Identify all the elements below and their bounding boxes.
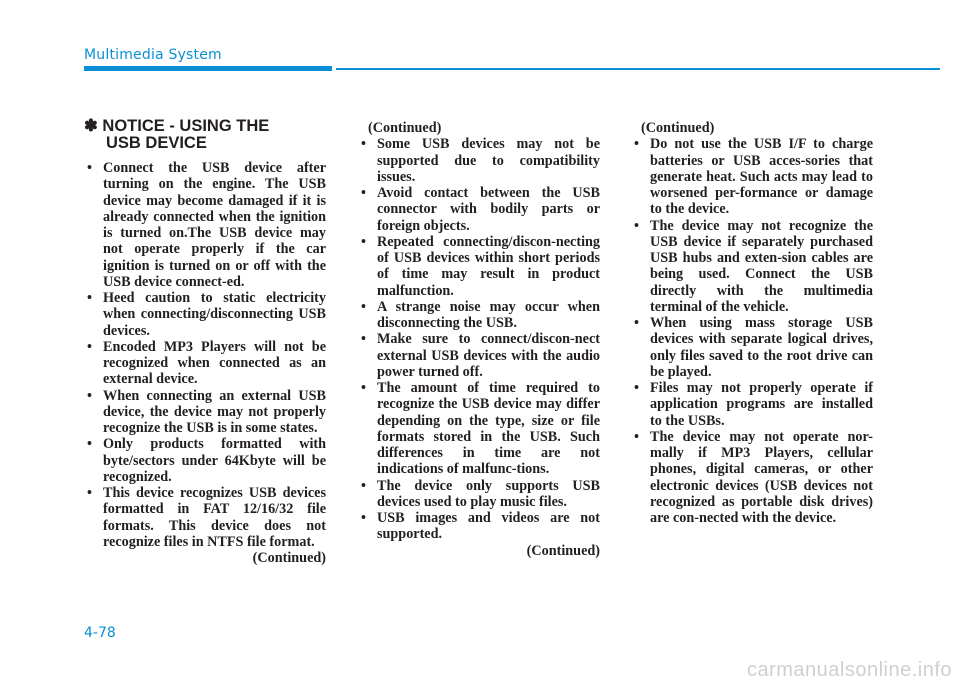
list-item: • The amount of time required to recognize the USB device may differ depending on the type, size or file formats stored in the USB. Such differences in time are not indications of malfunc-tions. [358, 380, 600, 478]
list-item: • Do not use the USB I/F to charge batteries or USB acces-sories that generate heat. Such acts may lead to worsened per-formance or damage to the device. [631, 136, 873, 217]
list-item: • The device may not operate nor-mally if MP3 Players, cellular phones, digital cameras, or other electronic devices (USB devices not recognized as portable disk drives) are con-nected with the device. [631, 429, 873, 527]
header-rule-thin [336, 68, 940, 70]
page-number: 4-78 [84, 625, 116, 641]
header-rule-thick [84, 66, 332, 71]
bullet-list-2 [358, 136, 600, 542]
list-item: • Avoid contact between the USB connector with bodily parts or foreign objects. [358, 185, 600, 234]
list-item: • USB images and videos are not supported. [358, 510, 600, 543]
list-item: • Encoded MP3 Players will not be recognized when connected as an external device. [84, 339, 326, 388]
text-column-2 [358, 120, 600, 559]
text-column-3 [631, 120, 873, 526]
list-item: • When connecting an external USB device, the device may not properly recognize the USB is in some states. [84, 388, 326, 437]
list-item: • Only products formatted with byte/sectors under 64Kbyte will be recognized. [84, 436, 326, 485]
list-item: • Connect the USB device after turning on the engine. The USB device may become damaged if it is already connected when the ignition is turned on.The USB device may not operate properly if the car ignition is turned on or off with the USB device connect-ed. [84, 160, 326, 290]
continued-label: (Continued) [641, 120, 715, 136]
notice-title-line2: USB DEVICE [106, 134, 207, 152]
bullet-list-1 [84, 160, 326, 550]
list-item: • Make sure to connect/discon-nect external USB devices with the audio power turned off. [358, 331, 600, 380]
list-item: • Some USB devices may not be supported due to compatibility issues. [358, 136, 600, 185]
watermark: carmanualsonline.info [746, 659, 952, 681]
continued-label: (Continued) [252, 550, 326, 566]
list-item: • This device recognizes USB devices formatted in FAT 12/16/32 file formats. This device does not recognize files in NTFS file format. [84, 485, 326, 550]
text-column-1 [84, 118, 326, 566]
continued-label: (Continued) [368, 120, 442, 136]
bullet-list-3 [631, 136, 873, 526]
list-item: • Heed caution to static electricity when connecting/disconnecting USB devices. [84, 290, 326, 339]
list-item: • The device may not recognize the USB device if separately purchased USB hubs and exten-sion cables are being used. Connect the USB directly with the multimedia terminal of the vehicle. [631, 218, 873, 316]
list-item: • When using mass storage USB devices with separate logical drives, only files saved to the root drive can be played. [631, 315, 873, 380]
list-item: • The device only supports USB devices used to play music files. [358, 478, 600, 511]
continued-label: (Continued) [526, 542, 600, 559]
notice-title [84, 118, 326, 152]
notice-title-line1: ✽ NOTICE - USING THE [84, 117, 270, 135]
list-item: • A strange noise may occur when disconnecting the USB. [358, 299, 600, 332]
list-item: • Files may not properly operate if application programs are installed to the USBs. [631, 380, 873, 429]
section-title: Multimedia System [84, 47, 222, 63]
list-item: • Repeated connecting/discon-necting of USB devices within short periods of time may result in product malfunction. [358, 234, 600, 299]
